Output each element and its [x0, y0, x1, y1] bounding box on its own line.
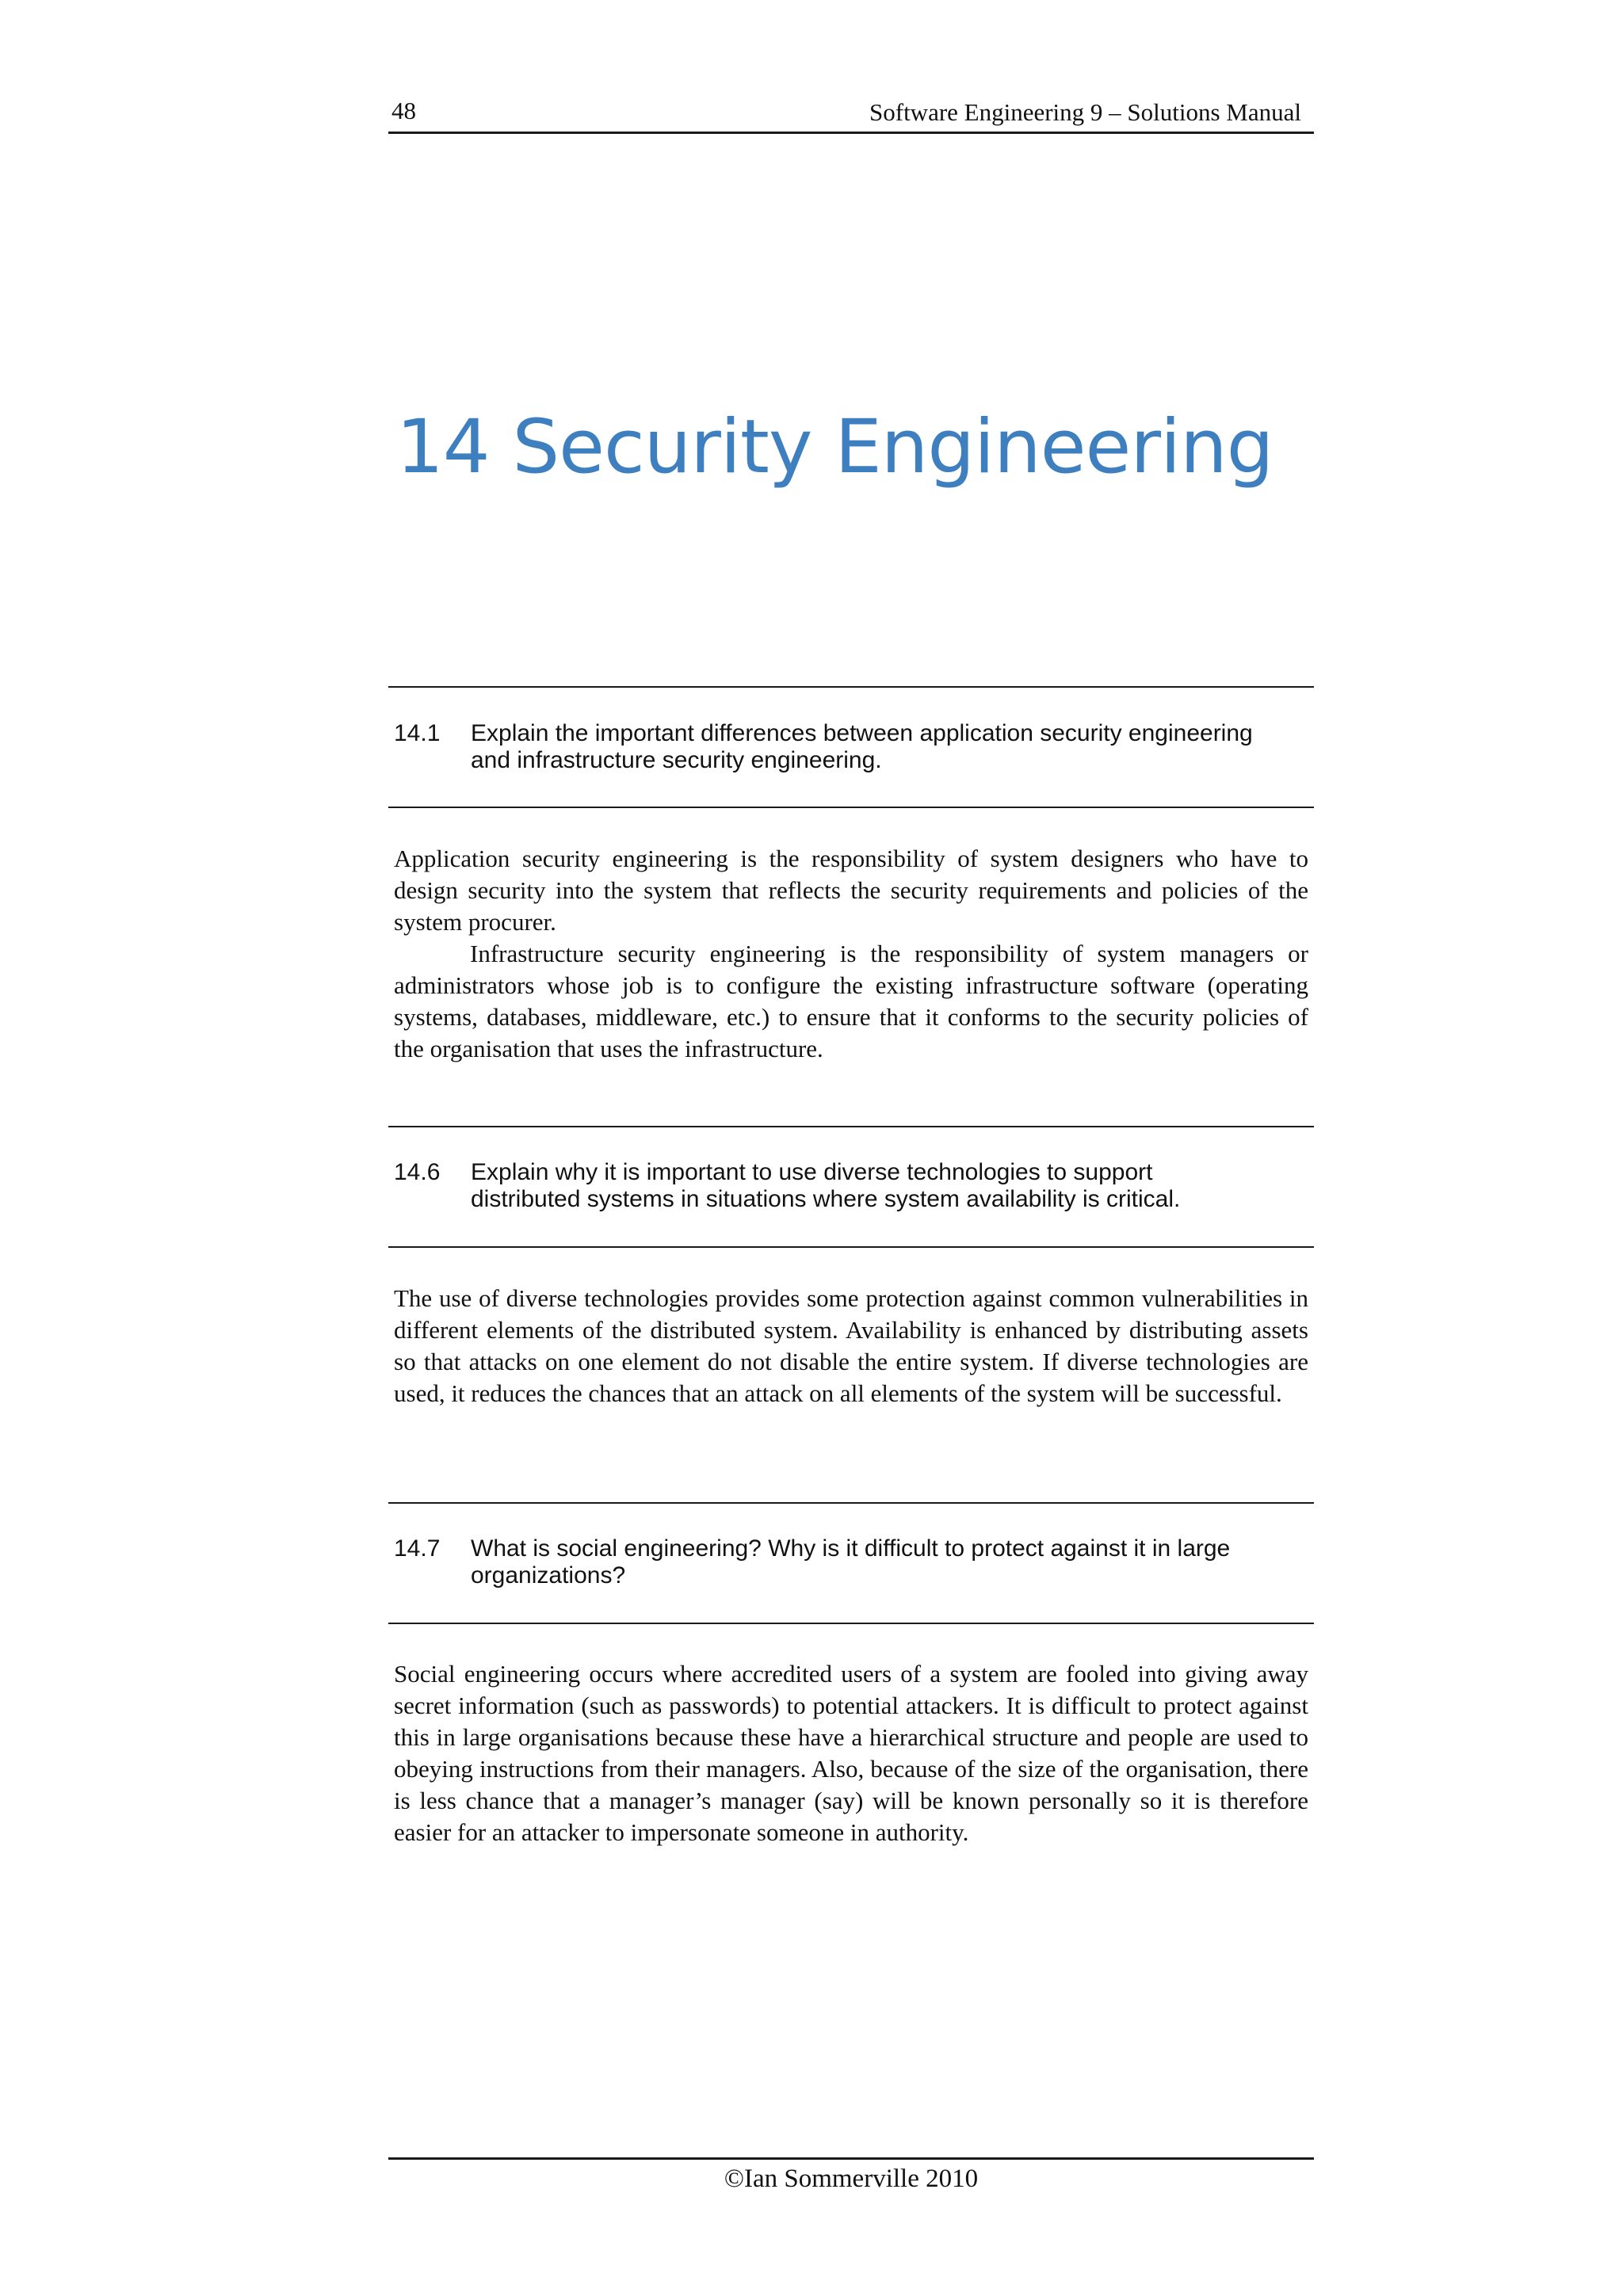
answer-paragraph: Social engineering occurs where accredited users of a system are fooled into giving away secret information (such as passwords) to potential attackers. It is difficult to protect against this in large organisations because these have a hierarchical structure and people are used to obeying instructions from their managers. Also, because of the size of the organisation, there is less chance that a manager’s manager (say) will be known personally so it is therefore easier for an attacker to impersonate someone in authority.: [394, 1660, 1308, 1846]
running-header: [388, 93, 1314, 134]
question-text: [471, 720, 1303, 774]
question-text-line: Explain why it is important to use diverse technologies to support: [471, 1159, 1153, 1185]
question-top-rule: [388, 1126, 1314, 1127]
question-text-line: What is social engineering? Why is it difficult to protect against it in large: [471, 1535, 1231, 1562]
page-number: 48: [391, 97, 416, 124]
question-text: [471, 1159, 1303, 1213]
question-number: 14.7: [394, 1535, 441, 1562]
copyright-footer: ©Ian Sommerville 2010: [724, 2164, 979, 2193]
question-top-rule: [388, 686, 1314, 688]
answer-paragraph: Application security engineering is the responsibility of system designers who have to design security into the system that reflects the security requirements and policies of the system procurer.: [394, 845, 1308, 936]
question-number: 14.6: [394, 1159, 441, 1185]
chapter-title: 14 Security Engineering: [396, 404, 1274, 490]
answer-paragraph: Infrastructure security engineering is the responsibility of system managers or administrators whose job is to configure the existing infrastructure software (operating systems, databases, middleware, etc.) to ensure that it conforms to the security policies of the organisation that uses the infrastructure.: [394, 940, 1308, 1062]
question-bottom-rule: [388, 807, 1314, 808]
question-text-line: Explain the important differences between application security engineering: [471, 720, 1253, 746]
book-title: Software Engineering 9 – Solutions Manual: [869, 98, 1301, 126]
answer-paragraph: The use of diverse technologies provides some protection against common vulnerabilities in different elements of the distributed system. Availability is enhanced by distributing assets so that attacks on one element do not disable the entire system. If diverse technologies are used, it reduces the chances that an attack on all elements of the system will be successful.: [394, 1284, 1308, 1407]
footer-rule: [388, 2157, 1314, 2160]
question-text-line: distributed systems in situations where system availability is critical.: [471, 1186, 1181, 1212]
question-text-line: and infrastructure security engineering.: [471, 747, 882, 773]
question-top-rule: [388, 1502, 1314, 1504]
question-text: [471, 1535, 1303, 1589]
question-number: 14.1: [394, 720, 441, 746]
question-bottom-rule: [388, 1246, 1314, 1248]
question-bottom-rule: [388, 1623, 1314, 1624]
question-text-line: organizations?: [471, 1562, 626, 1589]
